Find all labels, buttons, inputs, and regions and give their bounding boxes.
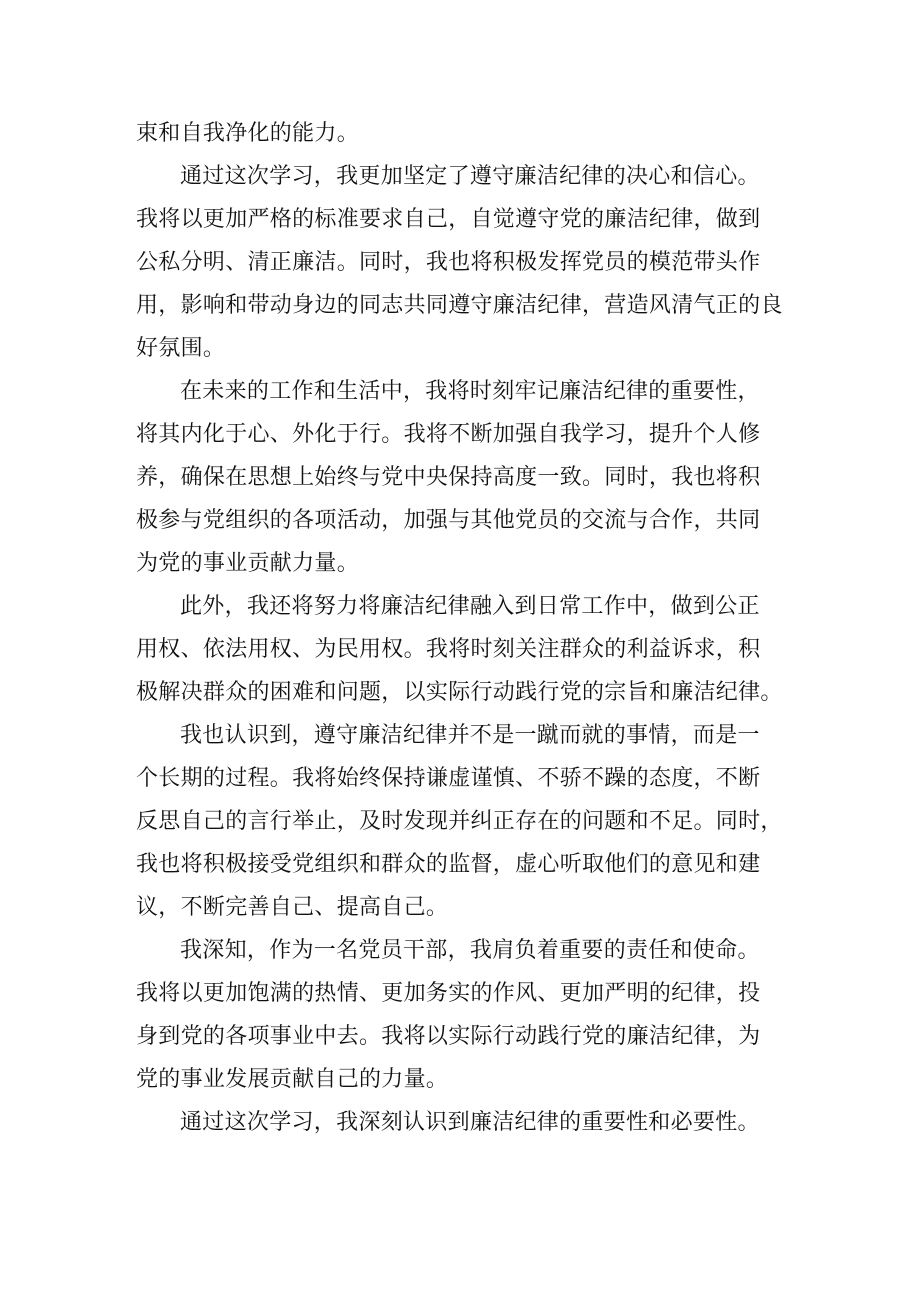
text-line: 通过这次学习，我深刻认识到廉洁纪律的重要性和必要性。 (180, 1110, 760, 1135)
text-line: 此外，我还将努力将廉洁纪律融入到日常工作中，做到公正 (180, 594, 760, 619)
text-line: 党的事业发展贡献自己的力量。 (136, 1067, 449, 1092)
paragraph (136, 1101, 796, 1144)
text-line: 将其内化于心、外化于行。我将不断加强自我学习，提升个人修 (136, 422, 761, 447)
paragraph (136, 929, 796, 1101)
text-line: 在未来的工作和生活中，我将时刻牢记廉洁纪律的重要性， (180, 379, 760, 404)
document-body (136, 112, 796, 1144)
text-line: 我也认识到，遵守廉洁纪律并不是一蹴而就的事情，而是一 (180, 723, 760, 748)
text-line: 极参与党组织的各项活动，加强与其他党员的交流与合作，共同 (136, 508, 761, 533)
text-line: 极解决群众的困难和问题，以实际行动践行党的宗旨和廉洁纪律。 (136, 680, 783, 705)
text-line: 议，不断完善自己、提高自己。 (136, 895, 449, 920)
text-line: 为党的事业贡献力量。 (136, 551, 360, 576)
text-line: 养，确保在思想上始终与党中央保持高度一致。同时，我也将积 (136, 465, 761, 490)
text-line: 通过这次学习，我更加坚定了遵守廉洁纪律的决心和信心。 (180, 164, 760, 189)
paragraph (136, 370, 796, 585)
paragraph (136, 155, 796, 370)
text-line: 用，影响和带动身边的同志共同遵守廉洁纪律，营造风清气正的良 (136, 293, 783, 318)
text-line: 我将以更加严格的标准要求自己，自觉遵守党的廉洁纪律，做到 (136, 207, 761, 232)
text-line: 好氛围。 (136, 336, 226, 361)
text-line: 公私分明、清正廉洁。同时，我也将积极发挥党员的模范带头作 (136, 250, 761, 275)
text-line: 我也将积极接受党组织和群众的监督，虚心听取他们的意见和建 (136, 852, 761, 877)
text-line: 束和自我净化的能力。 (136, 121, 360, 146)
paragraph (136, 714, 796, 929)
text-line: 反思自己的言行举止，及时发现并纠正存在的问题和不足。同时， (136, 809, 783, 834)
paragraph (136, 585, 796, 714)
text-line: 我深知，作为一名党员干部，我肩负着重要的责任和使命。 (180, 938, 760, 963)
text-line: 身到党的各项事业中去。我将以实际行动践行党的廉洁纪律，为 (136, 1024, 761, 1049)
text-line: 用权、依法用权、为民用权。我将时刻关注群众的利益诉求，积 (136, 637, 761, 662)
text-line: 个长期的过程。我将始终保持谦虚谨慎、不骄不躁的态度，不断 (136, 766, 761, 791)
text-line: 我将以更加饱满的热情、更加务实的作风、更加严明的纪律，投 (136, 981, 761, 1006)
paragraph (136, 112, 796, 155)
